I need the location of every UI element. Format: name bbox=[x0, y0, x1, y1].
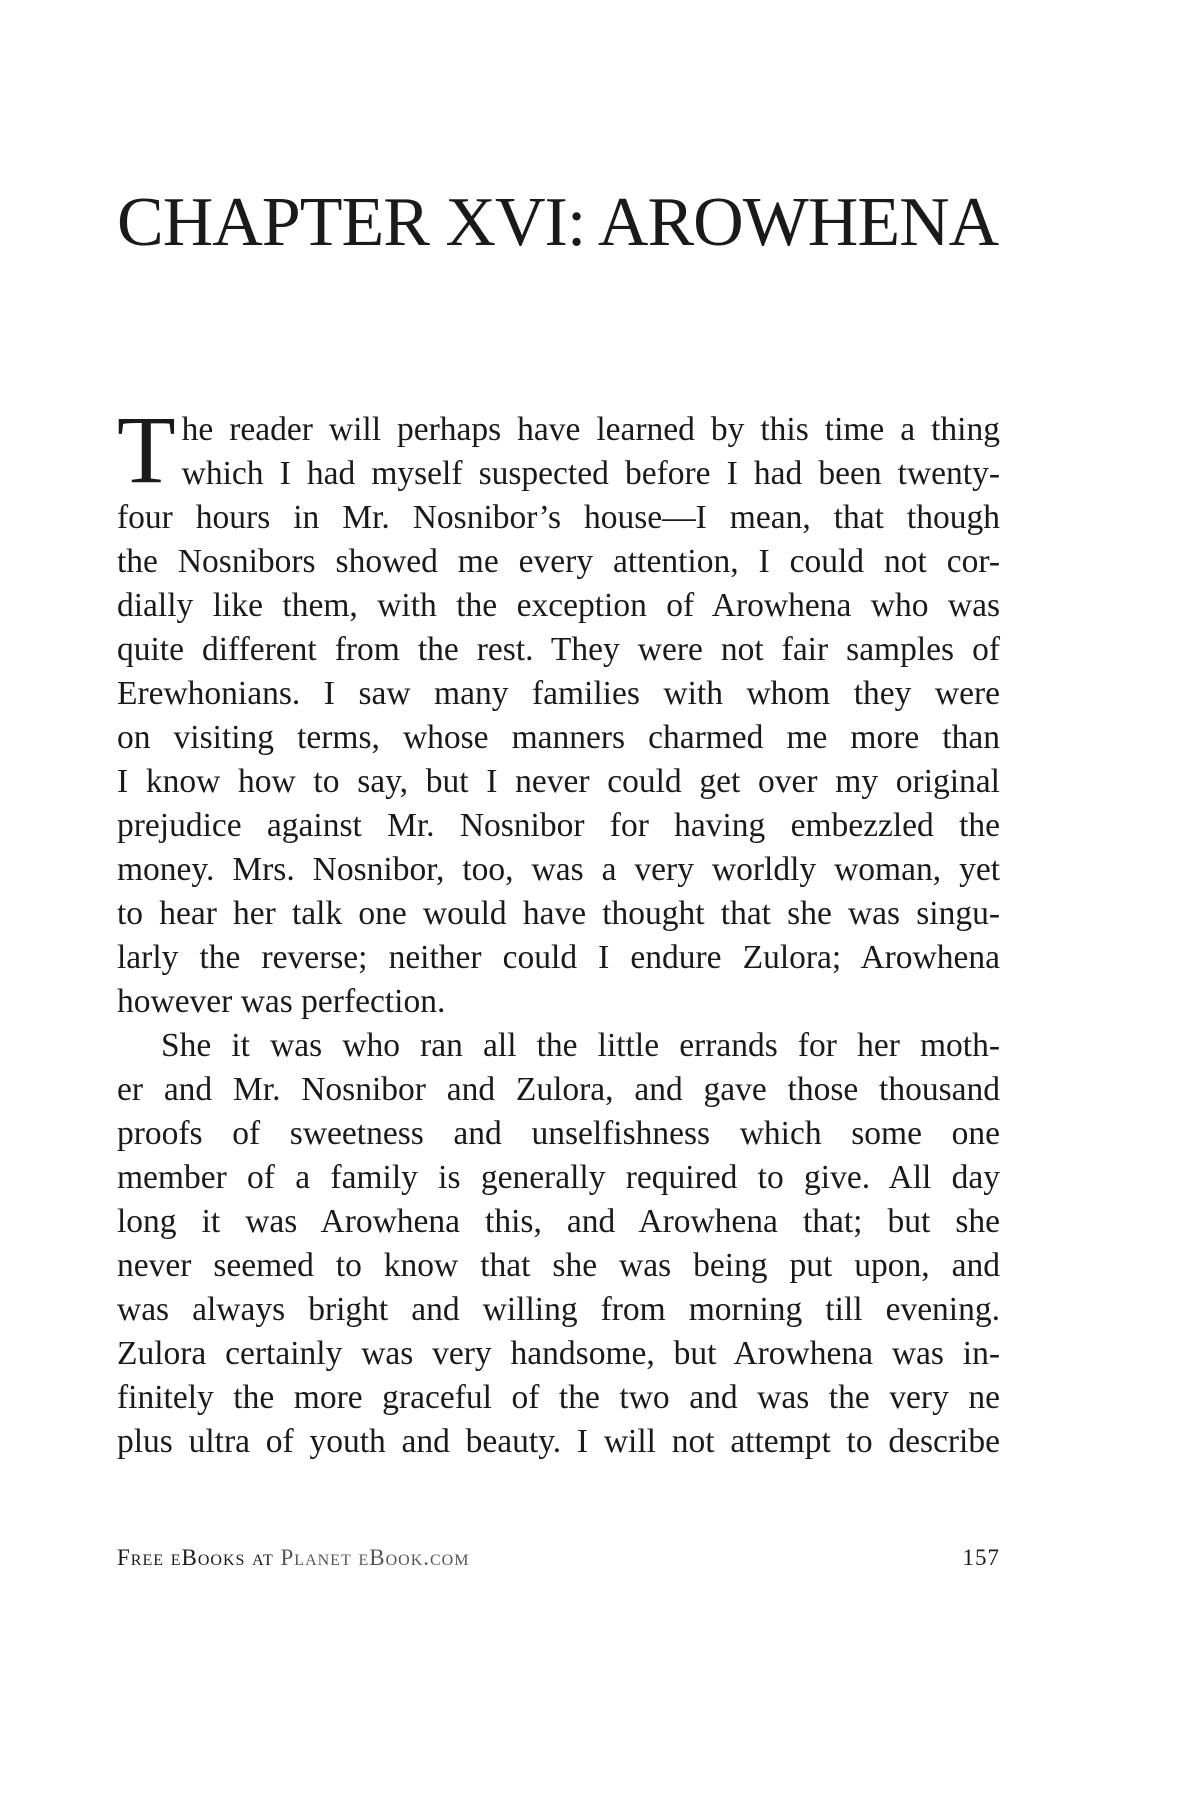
text-line: however was perfection. bbox=[117, 983, 446, 1020]
text-line: never seemed to know that she was being put upon, and bbox=[117, 1247, 1000, 1284]
text-line: larly the reverse; neither could I endure Zulora; Arowhena bbox=[117, 939, 1000, 976]
text-line: the Nosnibors showed me every attention, I could not cor- bbox=[117, 543, 1000, 580]
text-line: finitely the more graceful of the two and was the very ne bbox=[117, 1379, 1000, 1416]
drop-cap: T bbox=[117, 396, 176, 503]
text-line: to hear her talk one would have thought that she was singu- bbox=[117, 895, 1000, 932]
footer-site-link: Planet eBook.com bbox=[280, 1545, 470, 1570]
text-line: She it was who ran all the little errands for her moth- bbox=[161, 1027, 1000, 1064]
page-footer bbox=[117, 1545, 1000, 1571]
text-line: plus ultra of youth and beauty. I will not attempt to describe bbox=[117, 1423, 1000, 1460]
body-text bbox=[117, 396, 1000, 1464]
text-line: four hours in Mr. Nosnibor’s house—I mean, that though bbox=[117, 499, 1000, 536]
paragraph-1 bbox=[117, 396, 1000, 1024]
text-line: long it was Arowhena this, and Arowhena that; but she bbox=[117, 1203, 1000, 1240]
paragraph-2 bbox=[117, 1024, 1000, 1464]
text-line: er and Mr. Nosnibor and Zulora, and gave those thousand bbox=[117, 1071, 1000, 1108]
text-line: quite different from the rest. They were not fair samples of bbox=[117, 631, 1000, 668]
text-line: prejudice against Mr. Nosnibor for having embezzled the bbox=[117, 807, 1000, 844]
footer-source bbox=[117, 1545, 469, 1571]
text-line: was always bright and willing from morning till evening. bbox=[117, 1291, 1000, 1328]
text-line: money. Mrs. Nosnibor, too, was a very worldly woman, yet bbox=[117, 851, 1000, 888]
text-line: dially like them, with the exception of Arowhena who was bbox=[117, 587, 1000, 624]
text-line: Erewhonians. I saw many families with whom they were bbox=[117, 675, 1000, 712]
chapter-title: CHAPTER XVI: AROWHENA bbox=[117, 184, 999, 261]
text-line: which I had myself suspected before I had been twenty- bbox=[181, 455, 1000, 492]
footer-prefix: Free eBooks at bbox=[117, 1545, 274, 1570]
text-line: member of a family is generally required to give. All day bbox=[117, 1159, 1000, 1196]
text-line: proofs of sweetness and unselfishness which some one bbox=[117, 1115, 1000, 1152]
text-line: on visiting terms, whose manners charmed me more than bbox=[117, 719, 1000, 756]
text-line: he reader will perhaps have learned by this time a thing bbox=[181, 411, 1000, 448]
text-line: Zulora certainly was very handsome, but Arowhena was in- bbox=[117, 1335, 1000, 1372]
text-line: I know how to say, but I never could get over my original bbox=[117, 763, 1000, 800]
page-number: 157 bbox=[962, 1545, 1000, 1570]
